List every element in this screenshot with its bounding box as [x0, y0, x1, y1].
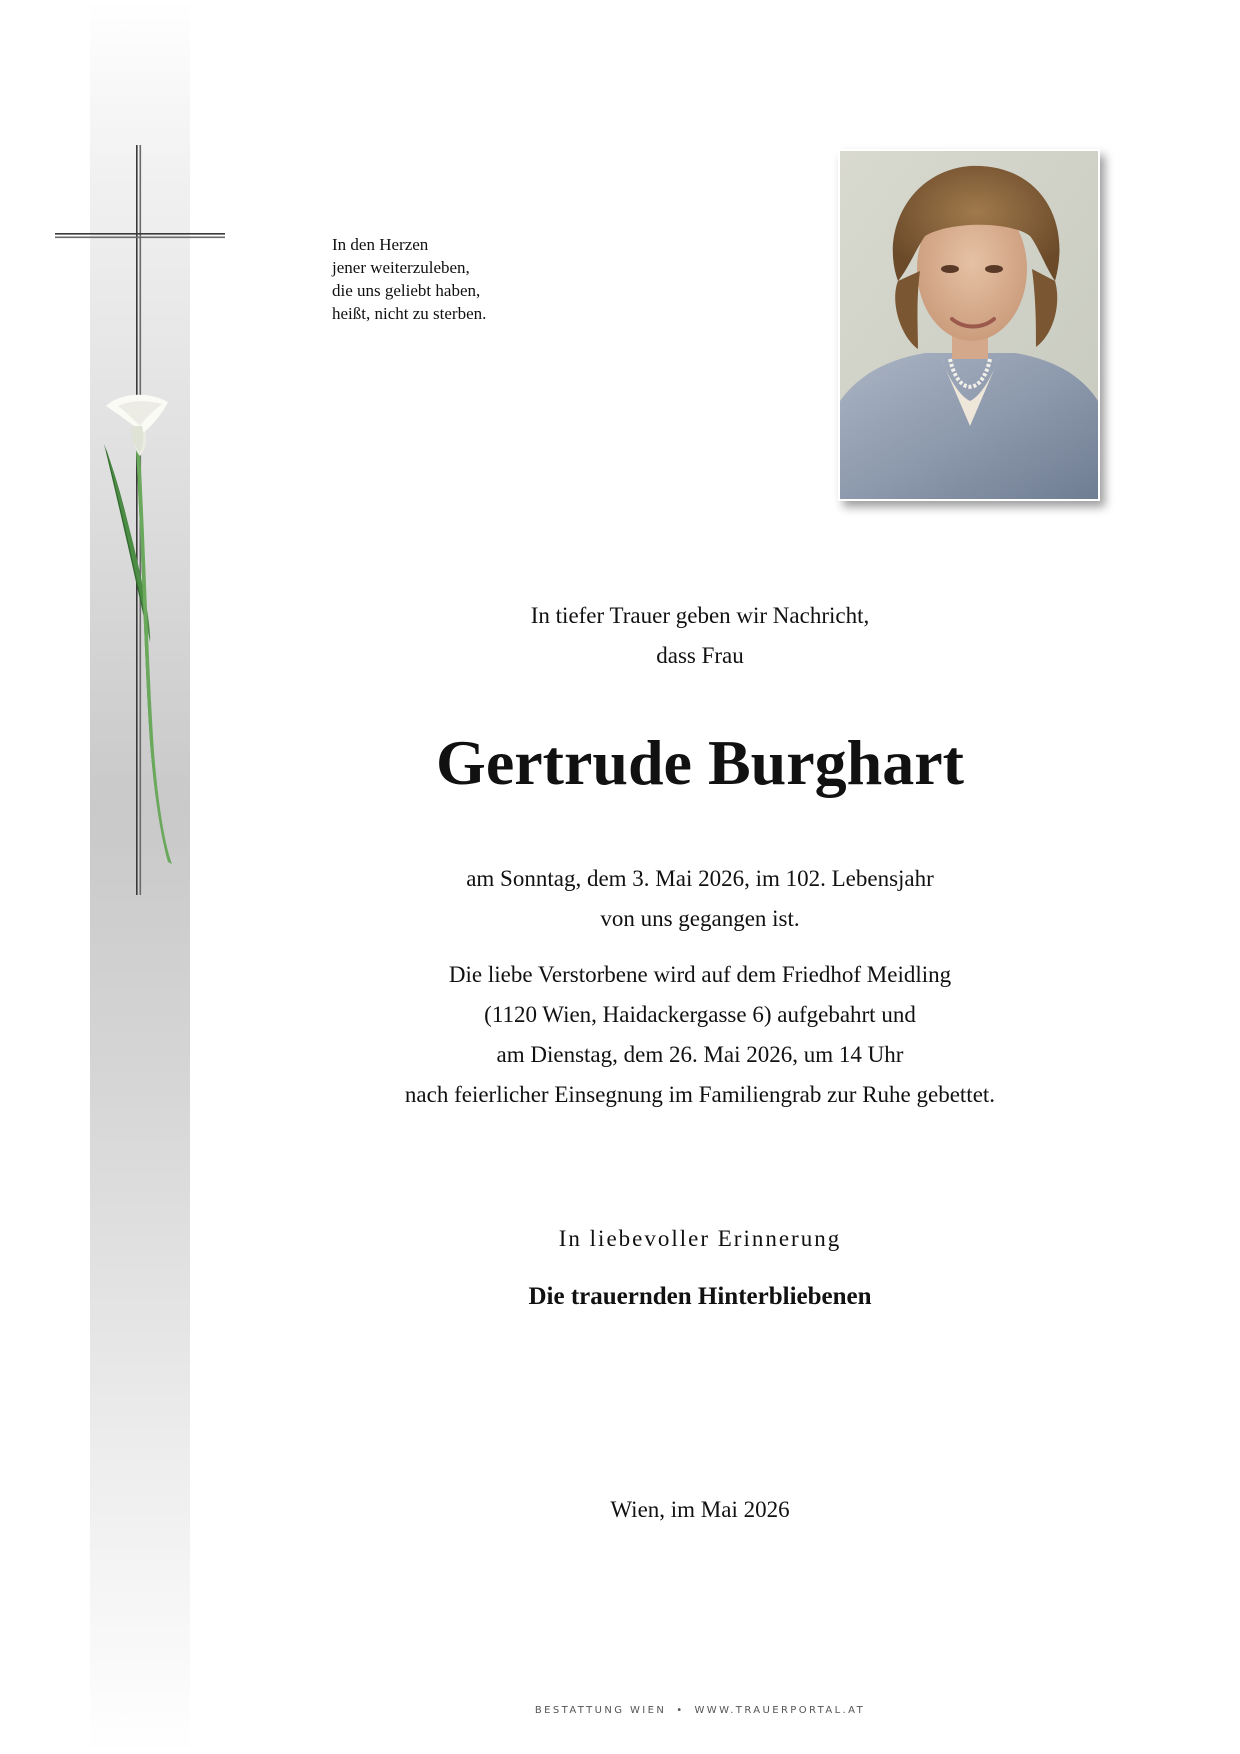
- calla-lily-icon: [96, 392, 186, 872]
- announcement-line: dass Frau: [656, 643, 744, 668]
- death-notice-line: von uns gegangen ist.: [600, 906, 800, 931]
- place-date: Wien, im Mai 2026: [610, 1497, 790, 1522]
- memory-phrase: In liebevoller Erinnerung: [558, 1226, 842, 1251]
- portrait-frame: [838, 149, 1100, 501]
- deceased-name: Gertrude Burghart: [436, 727, 964, 798]
- motto-line: In den Herzen: [332, 235, 429, 254]
- funeral-line: (1120 Wien, Haidackergasse 6) aufgebahrt und: [484, 1002, 916, 1027]
- motto-quote: [332, 233, 486, 325]
- footer-website[interactable]: WWW.TRAUERPORTAL.AT: [694, 1705, 866, 1716]
- footer: [300, 1705, 1100, 1716]
- footer-separator: •: [676, 1705, 685, 1716]
- funeral-line: Die liebe Verstorbene wird auf dem Friedhof Meidling: [448, 962, 952, 987]
- death-notice: [300, 859, 1100, 939]
- motto-line: die uns geliebt haben,: [332, 281, 481, 300]
- funeral-details: [300, 955, 1100, 1115]
- funeral-line: am Dienstag, dem 26. Mai 2026, um 14 Uhr: [496, 1042, 904, 1067]
- signature: Die trauernden Hinterbliebenen: [528, 1283, 872, 1310]
- death-notice-line: am Sonntag, dem 3. Mai 2026, im 102. Lebensjahr: [466, 866, 934, 891]
- motto-line: heißt, nicht zu sterben.: [332, 304, 487, 323]
- announcement-line: In tiefer Trauer geben wir Nachricht,: [530, 603, 870, 628]
- announcement: [300, 596, 1100, 676]
- portrait-photo: [840, 151, 1098, 499]
- motto-line: jener weiterzuleben,: [332, 258, 470, 277]
- funeral-line: nach feierlicher Einsegnung im Familiengrab zur Ruhe gebettet.: [404, 1082, 996, 1107]
- footer-company: BESTATTUNG WIEN: [534, 1705, 667, 1716]
